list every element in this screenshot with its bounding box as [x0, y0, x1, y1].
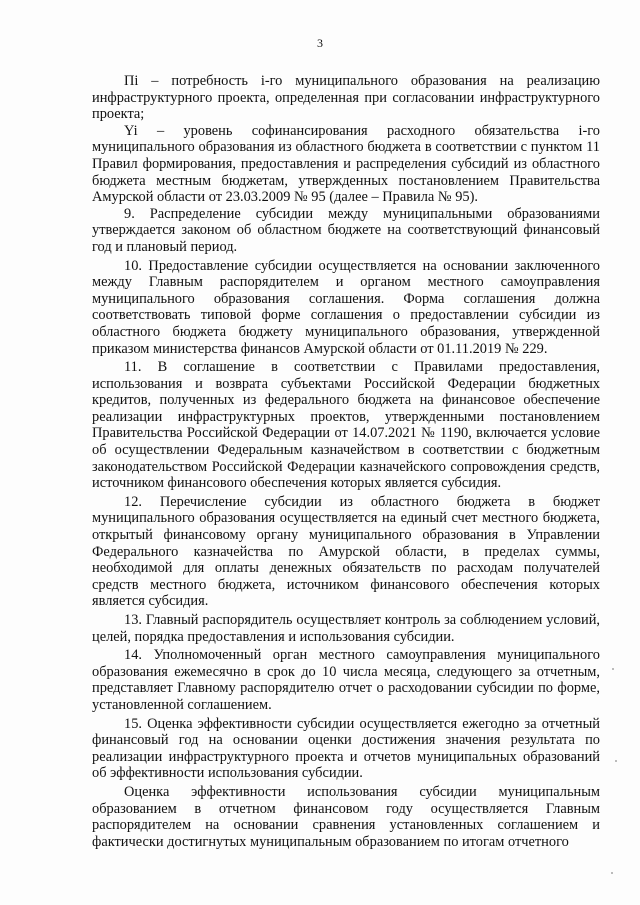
paragraph-12: 12. Перечисление субсидии из областного бюджета в бюджет муниципального образования осуществляется на единый счет местного бюджета, открытый финансовому органу муниципального образования в Управлении Федерального казначейства по Амурской области, в пределах суммы, необходимой для оплаты денежных обязательств по расходам получателей средств местного бюджета, источником финансового обеспечения которых является субсидия. [92, 493, 600, 610]
paragraph-yi-definition: Yi – уровень софинансирования расходного обязательства i-го муниципального образования из областного бюджета в соответствии с пунктом 11 Правил формирования, предоставления и распределения субсидий из областного бюджета местным бюджетам, утвержденных постановлением Правительства Амурской области от 23.03.2009 № 95 (далее – Правила № 95). [92, 122, 600, 206]
scan-artifact [611, 872, 613, 874]
paragraph-9: 9. Распределение субсидии между муниципальными образованиями утверждается законом об областном бюджете на соответствующий финансовый год и плановый период. [92, 205, 600, 255]
page-number: 3 [317, 36, 323, 50]
paragraph-14: 14. Уполномоченный орган местного самоуправления муниципального образования ежемесячно в срок до 10 числа месяца, следующего за отчетным, представляет Главному распорядителю отчет о расходовании субсидии по форме, установленной соглашением. [92, 647, 600, 713]
scan-artifact [612, 668, 614, 670]
paragraph-15-continuation: Оценка эффективности использования субсидии муниципальным образованием в отчетном финансовом году осуществляется Главным распорядителем на основании сравнения установленных соглашением и фактически достигнутых муниципальным образованием по итогам отчетного [92, 783, 600, 850]
paragraph-13: 13. Главный распорядитель осуществляет контроль за соблюдением условий, целей, порядка предоставления и использования субсидии. [92, 612, 600, 645]
paragraph-11: 11. В соглашение в соответствии с Правилами предоставления, использования и возврата субъектами Российской Федерации бюджетных кредитов, полученных из федерального бюджета на финансовое обеспечение реализации инфраструктурных проектов, утвержденными постановлением Правительства Российской Федерации от 14.07.2021 № 1190, включается условие об осуществлении Федеральным казначейством в соответствии с бюджетным законодательством Российской Федерации казначейского сопровождения средств, источником финансового обеспечения которых является субсидия. [92, 359, 600, 492]
paragraph-pi-definition: Пi – потребность i-го муниципального образования на реализацию инфраструктурного проекта, определенная при согласовании инфраструктурного проекта; [92, 73, 600, 123]
document-body [92, 73, 600, 850]
scan-artifact [615, 760, 617, 762]
paragraph-15: 15. Оценка эффективности субсидии осуществляется ежегодно за отчетный финансовый год на основании оценки достижения значения результата по реализации инфраструктурного проекта и отчетов муниципальных образований об эффективности использования субсидии. [92, 715, 600, 782]
paragraph-10: 10. Предоставление субсидии осуществляется на основании заключенного между Главным распорядителем и органом местного самоуправления муниципального образования соглашения. Форма соглашения должна соответствовать типовой форме соглашения о предоставлении субсидии из областного бюджета бюджету муниципального образования, утвержденной приказом министерства финансов Амурской области от 01.11.2019 № 229. [92, 257, 600, 357]
